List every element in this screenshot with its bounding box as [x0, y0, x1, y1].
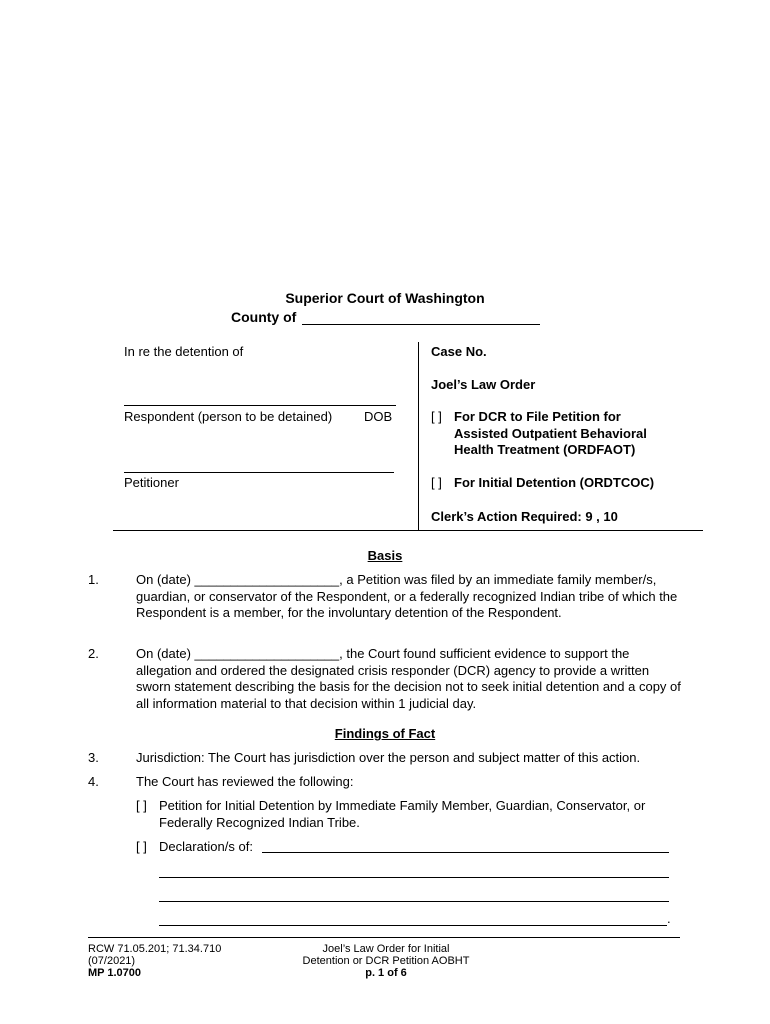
checkbox-ordfaot[interactable]: [ ] [431, 409, 442, 424]
footer-form-title-2: Detention or DCR Petition AOBHT [302, 955, 470, 967]
footer-rule [88, 937, 680, 938]
in-re-label: In re the detention of [124, 344, 244, 359]
basis-paragraph-2: On (date) ____________________, the Court found sufficient evidence to support the allegation and ordered the designated crisis responder (DCR) agency to provide a written sworn statement describing the basis for the decision not to seek initial detention and a copy of all information material to that decision within 1 judicial day. [136, 646, 681, 711]
footer-center [286, 943, 486, 979]
findings-heading: Findings of Fact [334, 726, 436, 741]
dob-label: DOB [364, 409, 393, 424]
checkbox-declarations[interactable]: [ ] [136, 839, 147, 854]
court-name: Superior Court of Washington [285, 290, 485, 306]
footer-form-number: MP 1.0700 [88, 967, 142, 979]
basis-paragraph-1: On (date) ____________________, a Petition was filed by an immediate family member/s, guardian, or conservator of the Respondent, or a federally recognized Indian tribe of which the Respondent is a member, for the involuntary detention of the Respondent. [136, 572, 678, 620]
footer-page-number: p. 1 of 6 [365, 967, 407, 979]
option-ordfaot-line-3: Health Treatment (ORDFAOT) [454, 442, 636, 457]
option-ordfaot-line-1: For DCR to File Petition for [454, 409, 621, 424]
county-blank-line [302, 324, 540, 325]
option-ordfaot-line-2: Assisted Outpatient Behavioral [454, 425, 647, 441]
caption-divider [418, 342, 419, 530]
petitioner-name-line [124, 472, 394, 473]
findings-paragraph-3: Jurisdiction: The Court has jurisdiction over the person and subject matter of this action. [136, 750, 641, 765]
item-number-4: 4. [88, 774, 99, 789]
declarations-line-3 [159, 901, 669, 902]
checkbox-ordtcoc[interactable]: [ ] [431, 475, 442, 490]
county-label: County of [231, 309, 297, 325]
petitioner-label: Petitioner [124, 475, 179, 490]
item-number-2: 2. [88, 646, 99, 661]
item-number-1: 1. [88, 572, 99, 587]
respondent-label: Respondent (person to be detained) [124, 409, 333, 424]
footer-form-title-1: Joel’s Law Order for Initial [322, 943, 450, 955]
footer-revision-date: (07/2021) [88, 955, 136, 967]
case-number-label: Case No. [431, 344, 487, 359]
basis-heading: Basis [367, 548, 403, 563]
caption-bottom-rule [113, 530, 703, 531]
checkbox-petition-reviewed[interactable]: [ ] [136, 798, 147, 813]
declarations-end-period: . [667, 911, 671, 926]
option-ordfaot [454, 409, 647, 459]
option-petition-reviewed: Petition for Initial Detention by Immediate Family Member, Guardian, Conservator, or Federally Recognized Indian Tribe. [159, 798, 646, 830]
footer-statute: RCW 71.05.201; 71.34.710 [88, 943, 222, 955]
clerk-action: Clerk’s Action Required: 9 , 10 [431, 509, 618, 524]
item-number-3: 3. [88, 750, 99, 765]
declarations-line-4 [159, 925, 667, 926]
footer-left [88, 943, 221, 979]
findings-paragraph-4: The Court has reviewed the following: [136, 774, 354, 789]
order-title: Joel’s Law Order [431, 377, 536, 392]
option-declarations: Declaration/s of: [159, 839, 253, 854]
option-ordtcoc: For Initial Detention (ORDTCOC) [454, 475, 655, 490]
declarations-line-2 [159, 877, 669, 878]
declarations-line-1 [262, 852, 669, 853]
respondent-name-line [124, 405, 396, 406]
